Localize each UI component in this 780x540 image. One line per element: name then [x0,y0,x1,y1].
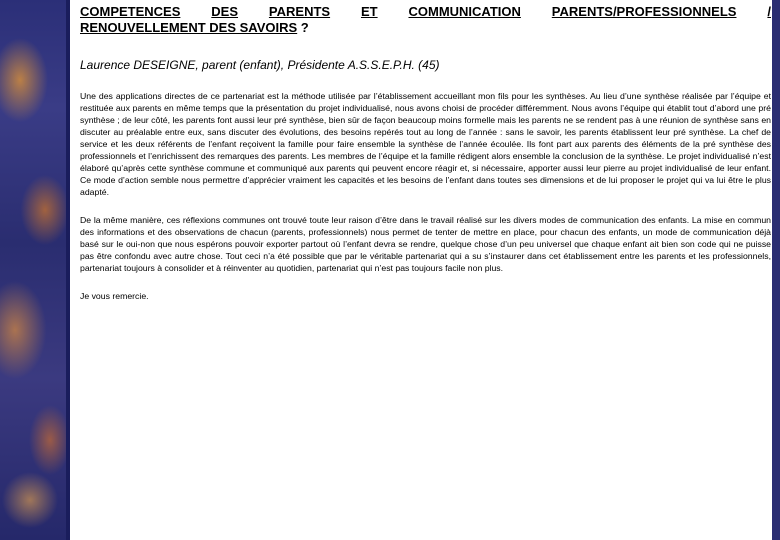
page-title [80,4,771,36]
title-word: COMPETENCES [80,4,181,19]
title-word: PARENTS/PROFESSIONNELS [551,4,737,19]
title-word: ET [360,4,378,19]
title-suffix: ? [297,20,309,35]
title-word: COMMUNICATION [408,4,521,19]
slide-content [80,4,771,302]
decorative-sidebar [0,0,66,540]
title-word: / [767,4,771,19]
author-line: Laurence DESEIGNE, parent (enfant), Présidente A.S.S.E.P.H. (45) [80,58,440,72]
title-line-2 [80,20,771,36]
closing-line: Je vous remercie. [80,291,149,301]
frame-border [66,0,70,540]
body-paragraph: De la même manière, ces réflexions communes ont trouvé toute leur raison d’être dans le travail réalisé sur les divers modes de communication des enfants. La mise en commun des informations et des observations de chacun (parents, professionnels) nous permet de tenter de mettre en place, pour chacun des enfants, un mode de communication déjà basé sur le oui-non que nous espérons pouvoir exporter partout où l’enfant devra se rendre, quelque chose d’un peu universel que chaque enfant ait bien son code qui ne puisse pas être confondu avec autre chose. Tout ceci n’a été possible que par le véritable partenariat qui a su s’instaurer dans cet établissement entre les parents et les professionnels, partenariat toujours à consolider et à réinventer au quotidien, partenariat qui n’est pas toujours facile non plus. [80,215,771,273]
body-paragraph: Une des applications directes de ce partenariat est la méthode utilisée par l’établissement accueillant mon fils pour les synthèses. Au lieu d’une synthèse réalisée par l’équipe et restituée aux parents en même temps que la présentation du projet individualisé, nous avons choisi de procéder différemment. Nous avons l’équipe qui établit tout d’abord une pré synthèse ; de leur côté, les parents font aussi leur pré synthèse, bien sûr de façon beaucoup moins formelle mais les parents ne se rendent pas à une réunion de synthèse sans en discuter au préalable entre eux, sans discuter des évolutions, des besoins repérés tout au long de l’année : sans le savoir, les parents établissent leur pré synthèse. La chef de service et les deux référents de l’enfant reçoivent la famille pour faire ensemble la synthèse de l’année écoulée. Ils font part aux parents des éléments de la pré synthèse des professionnels et l’enrichissent des remarques des parents. Les membres de l’équipe et la famille rédigent alors ensemble la conclusion de la synthèse. Le projet individualisé n’est élaboré qu’après cette synthèse commune et communiqué aux parents qui peuvent encore réagir et, si nécessaire, apporter aussi leur pierre au projet individualisé de leur enfant. Ce mode d’action semble nous permettre d’apprécier vraiment les capacités et les besoins de l’enfant dans toutes ses dimensions et de lui proposer le projet qui va lui être le plus adapté. [80,91,771,197]
title-subtitle: RENOUVELLEMENT DES SAVOIRS [80,20,298,35]
title-word: PARENTS [268,4,331,19]
title-word: DES [211,4,239,19]
right-border [772,0,780,540]
title-line-1 [80,4,771,20]
